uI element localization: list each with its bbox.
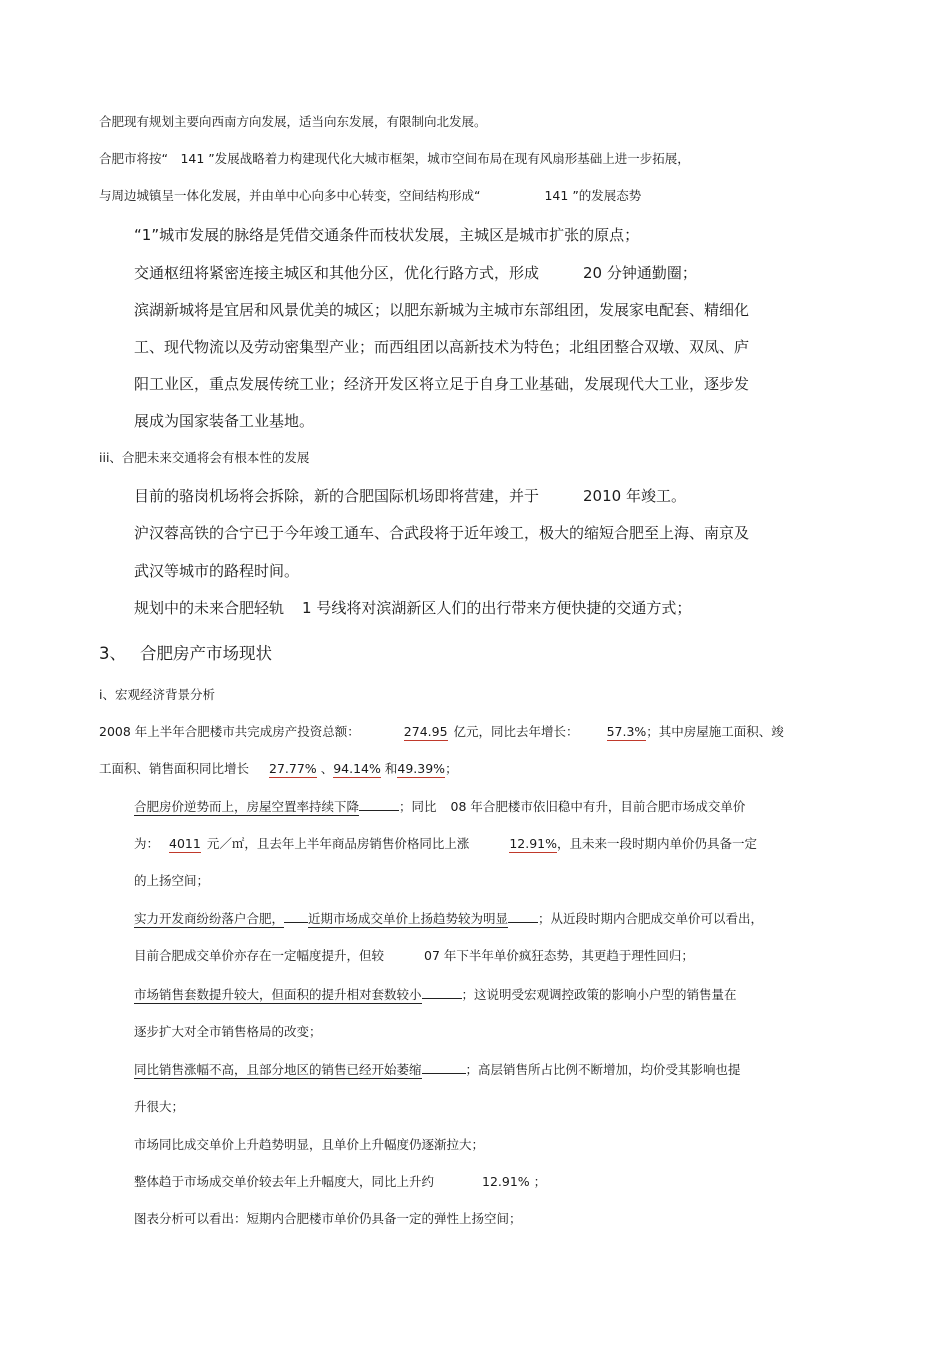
text-segment: 2008 年上半年合肥楼市共完成房产投资总额：: [99, 724, 360, 739]
underlined-point: 合肥房价逆势而上，房屋空置率持续下降: [134, 799, 360, 814]
text-segment: 目前合肥成交单价亦存在一定幅度提升，但较: [134, 948, 385, 963]
text-segment: 和: [384, 761, 398, 776]
section-subheading: ⅰ、宏观经济背景分析: [99, 687, 215, 702]
text-segment: ；同比: [399, 799, 437, 814]
paragraph-line: [134, 797, 745, 815]
highlighted-value: 27.77%: [269, 761, 317, 776]
highlighted-value: 274.95: [403, 724, 448, 739]
underlined-point: 实力开发商纷纷落户合肥，: [134, 911, 285, 926]
paragraph-line: [134, 834, 757, 852]
text-segment: 、: [320, 761, 334, 776]
text-segment: ；: [445, 761, 458, 776]
paragraph-line: 沪汉蓉高铁的合宁已于今年竣工通车、合武段将于近年竣工，极大的缩短合肥至上海、南京及: [134, 524, 750, 542]
paragraph-line: [134, 597, 691, 618]
text-segment: ；从近段时期内合肥成交单价可以看出，: [538, 911, 764, 926]
text-segment: 141 ”的发展态势: [544, 188, 642, 203]
paragraph-line: [134, 1060, 741, 1078]
text-segment: ，且未来一段时期内单价仍具备一定: [557, 836, 758, 851]
section-subheading: iii、合肥未来交通将会有根本性的发展: [99, 450, 310, 465]
paragraph-line: [99, 186, 641, 204]
paragraph-line: [134, 985, 737, 1003]
underlined-point: 近期市场成交单价上扬趋势较为明显: [308, 911, 509, 926]
text-segment: 07 年下半年单价疯狂态势，其更趋于理性回归；: [424, 948, 694, 963]
paragraph-line: [134, 946, 694, 964]
text-segment: 与周边城镇呈一体化发展，并由单中心向多中心转变，空间结构形成“: [99, 188, 481, 203]
text-segment: 交通枢纽将紧密连接主城区和其他分区，优化行路方式，形成: [134, 264, 540, 282]
text-segment: 目前的骆岗机场将会拆除，新的合肥国际机场即将营建，并于: [134, 487, 540, 505]
text-segment: 亿元，同比去年增长：: [453, 724, 579, 739]
text-segment: 1 号线将对滨湖新区人们的出行带来方便快捷的交通方式；: [302, 599, 692, 617]
paragraph-line: [134, 909, 763, 927]
underlined-point: 市场销售套数提升较大，但面积的提升相对套数较小: [134, 987, 422, 1002]
paragraph-line: 阳工业区，重点发展传统工业；经济开发区将立足于自身工业基础，发展现代大工业，逐步发: [134, 375, 750, 393]
text-segment: 工面积、销售面积同比增长: [99, 761, 250, 776]
text-segment: 20 分钟通勤圈；: [583, 264, 697, 282]
text-segment: ；这说明受宏观调控政策的影响小户型的销售量在: [461, 987, 737, 1002]
paragraph-line: 滨湖新城将是宜居和风景优美的城区；以肥东新城为主城市东部组团，发展家电配套、精细化: [134, 301, 750, 319]
paragraph-line: 逐步扩大对全市销售格局的改变；: [134, 1024, 322, 1039]
underlined-point: 同比销售涨幅不高，且部分地区的销售已经开始萎缩: [134, 1062, 422, 1077]
text-segment: 为：: [134, 836, 160, 851]
underline-blank: [359, 799, 399, 811]
paragraph-line: 工、现代物流以及劳动密集型产业；而西组团以高新技术为特色；北组团整合双墩、双凤、庐: [134, 338, 750, 356]
section-number: 3、: [99, 644, 126, 663]
highlighted-value: 12.91%: [509, 836, 558, 851]
text-segment: 08 年合肥楼市依旧稳中有升，目前合肥市场成交单价: [450, 799, 746, 814]
paragraph-line: “1”城市发展的脉络是凭借交通条件而枝状发展，主城区是城市扩张的原点；: [134, 226, 640, 244]
underline-blank: [422, 987, 462, 999]
paragraph-line: [134, 262, 697, 283]
paragraph-line: [99, 722, 784, 740]
paragraph-line: 图表分析可以看出：短期内合肥楼市单价仍具备一定的弹性上扬空间；: [134, 1211, 522, 1226]
underline-blank: [422, 1062, 466, 1074]
highlighted-value: 49.39%: [397, 761, 446, 776]
text-segment: 12.91% ；: [482, 1174, 547, 1189]
paragraph-line: [99, 759, 458, 777]
paragraph-line: 市场同比成交单价上升趋势明显，且单价上升幅度仍逐渐拉大；: [134, 1137, 485, 1152]
paragraph-line: 的上扬空间；: [134, 873, 210, 888]
underline-blank: [508, 911, 538, 923]
paragraph-line: 合肥市将按“ 141 ”发展战略着力构建现代化大城市框架，城市空间布局在现有风扇形基础上进一步拓展，: [99, 151, 690, 166]
paragraph-line: 展成为国家装备工业基地。: [134, 412, 315, 430]
text-segment: ；高层销售所占比例不断增加，均价受其影响也提: [465, 1062, 741, 1077]
text-segment: 整体趋于市场成交单价较去年上升幅度大，同比上升约: [134, 1174, 435, 1189]
paragraph-line: 合肥现有规划主要向西南方向发展，适当向东发展，有限制向北发展。: [99, 114, 487, 129]
text-segment: 规划中的未来合肥轻轨: [134, 599, 285, 617]
paragraph-line: 武汉等城市的路程时间。: [134, 562, 300, 580]
paragraph-line: [134, 1172, 546, 1190]
section-heading: [99, 640, 272, 664]
paragraph-line: [134, 485, 686, 506]
highlighted-value: 4011: [169, 836, 201, 851]
text-segment: ；其中房屋施工面积、竣: [646, 724, 784, 739]
highlighted-value: 57.3%: [606, 724, 647, 739]
underline-blank: [284, 911, 308, 923]
text-segment: 2010 年竣工。: [583, 487, 686, 505]
text-segment: 元／㎡，且去年上半年商品房销售价格同比上涨: [206, 836, 470, 851]
highlighted-value: 94.14%: [333, 761, 381, 776]
section-title: 合肥房产市场现状: [140, 644, 272, 663]
paragraph-line: 升很大；: [134, 1099, 185, 1114]
